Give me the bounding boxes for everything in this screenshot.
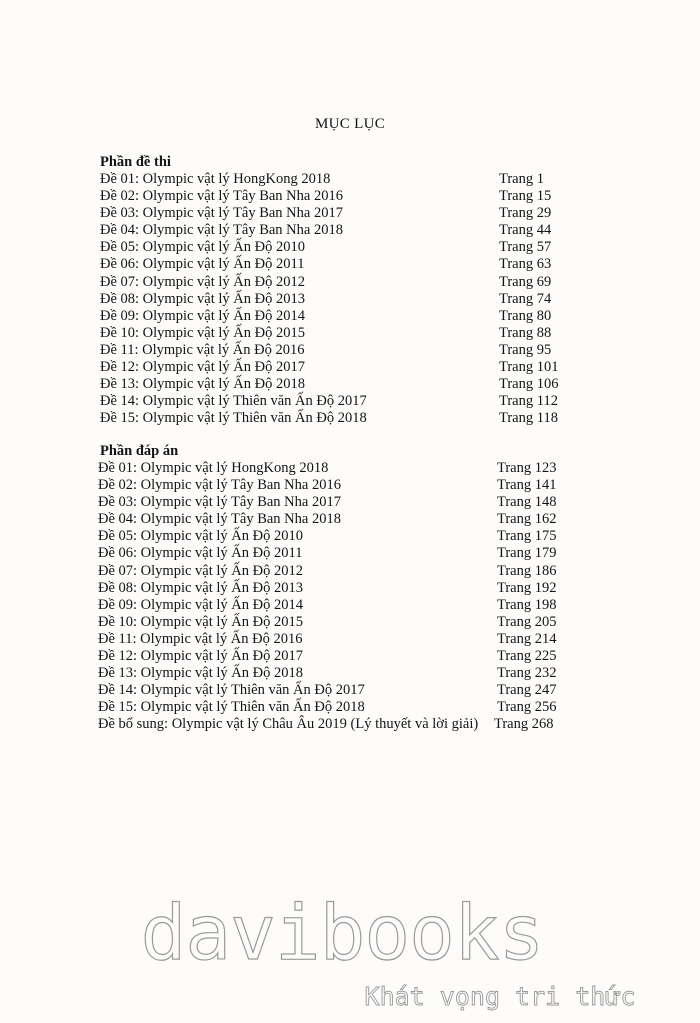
toc-entry-page: Trang 101 [499, 359, 559, 376]
toc-entry-title: Đề 10: Olympic vật lý Ấn Độ 2015 [100, 324, 305, 341]
toc-entry [100, 614, 570, 631]
section-answers [100, 443, 570, 734]
toc-entry-title: Đề 07: Olympic vật lý Ấn Độ 2012 [98, 562, 303, 579]
toc-entry-title: Đề 04: Olympic vật lý Tây Ban Nha 2018 [98, 511, 341, 528]
toc-entry-page: Trang 63 [499, 256, 552, 273]
toc-entry [100, 580, 570, 597]
toc-list [100, 171, 570, 427]
toc-entry [100, 222, 570, 239]
toc-entry-title: Đề 06: Olympic vật lý Ấn Độ 2011 [100, 256, 305, 273]
toc-entry-page: Trang 88 [499, 324, 552, 341]
toc-entry [100, 274, 570, 291]
toc-entry-title: Đề 11: Olympic vật lý Ấn Độ 2016 [98, 630, 303, 647]
toc-entry-title: Đề 06: Olympic vật lý Ấn Độ 2011 [98, 545, 303, 562]
toc-entry-title: Đề 14: Olympic vật lý Thiên văn Ấn Độ 2017 [100, 393, 367, 410]
toc-entry-page: Trang 80 [499, 307, 552, 324]
toc-entry [100, 665, 570, 682]
toc-entry-title: Đề 10: Olympic vật lý Ấn Độ 2015 [98, 613, 303, 630]
toc-entry [100, 171, 570, 188]
toc-entry [100, 410, 570, 427]
toc-entry-title: Đề 09: Olympic vật lý Ấn Độ 2014 [100, 307, 305, 324]
toc-entry [100, 716, 570, 733]
toc-entry-title: Đề 12: Olympic vật lý Ấn Độ 2017 [98, 648, 303, 665]
toc-entry-title: Đề 09: Olympic vật lý Ấn Độ 2014 [98, 596, 303, 613]
toc-entry-page: Trang 225 [497, 648, 557, 665]
toc-entry-page: Trang 29 [499, 205, 552, 222]
toc-entry [100, 563, 570, 580]
section-heading: Phần đáp án [100, 443, 179, 459]
toc-entry [100, 631, 570, 648]
toc-entry [100, 376, 570, 393]
toc-entry-title: Đề 08: Olympic vật lý Ấn Độ 2013 [98, 579, 303, 596]
watermark-slogan: Khát vọng tri thức [364, 982, 636, 1011]
toc-entry-page: Trang 1 [499, 171, 544, 187]
toc-entry [100, 648, 570, 665]
toc-entry [100, 325, 570, 342]
toc-entry-title: Đề 12: Olympic vật lý Ấn Độ 2017 [100, 359, 305, 376]
toc-entry-page: Trang 198 [497, 596, 557, 613]
toc-entry [100, 545, 570, 562]
toc-entry-page: Trang 112 [499, 393, 558, 410]
toc-entry-title: Đề 15: Olympic vật lý Thiên văn Ấn Độ 2018 [100, 410, 367, 427]
toc-entry-page: Trang 44 [499, 222, 552, 239]
toc-entry [100, 239, 570, 256]
toc-entry [100, 205, 570, 222]
toc-entry-page: Trang 95 [499, 341, 552, 358]
toc-entry-title: Đề 15: Olympic vật lý Thiên văn Ấn Độ 2018 [98, 699, 365, 716]
toc-entry [100, 188, 570, 205]
toc-entry [100, 460, 570, 477]
toc-entry-title: Đề 01: Olympic vật lý HongKong 2018 [98, 460, 329, 476]
toc-entry-page: Trang 256 [497, 699, 557, 716]
toc-entry-title: Đề 03: Olympic vật lý Tây Ban Nha 2017 [100, 205, 343, 222]
toc-entry-page: Trang 141 [497, 477, 557, 494]
toc-entry-page: Trang 69 [499, 273, 552, 290]
toc-entry-page: Trang 74 [499, 290, 552, 307]
toc-entry [100, 511, 570, 528]
section-exams [100, 154, 570, 427]
toc-entry-title: Đề 13: Olympic vật lý Ấn Độ 2018 [98, 665, 303, 682]
toc-entry [100, 342, 570, 359]
toc-entry-page: Trang 186 [497, 562, 557, 579]
page-title: MỤC LỤC [314, 116, 386, 132]
toc-list [100, 460, 570, 734]
toc-entry [100, 494, 570, 511]
toc-entry-page: Trang 205 [497, 613, 557, 630]
toc-entry-title: Đề 04: Olympic vật lý Tây Ban Nha 2018 [100, 222, 343, 239]
toc-entry-page: Trang 162 [497, 511, 557, 528]
toc-entry-title: Đề 01: Olympic vật lý HongKong 2018 [100, 171, 331, 187]
toc-entry-title: Đề 05: Olympic vật lý Ấn Độ 2010 [100, 239, 305, 256]
toc-entry [100, 393, 570, 410]
toc-entry-page: Trang 106 [499, 376, 559, 393]
toc-entry-page: Trang 175 [497, 528, 557, 545]
watermark-brand: davibooks [140, 888, 544, 977]
toc-entry-page: Trang 57 [499, 239, 552, 256]
toc-entry [100, 308, 570, 325]
toc-entry [100, 291, 570, 308]
toc-entry-title: Đề bổ sung: Olympic vật lý Châu Âu 2019 (Lý thuyết và lời giải) [98, 716, 479, 733]
toc-entry [100, 256, 570, 273]
toc-entry-title: Đề 07: Olympic vật lý Ấn Độ 2012 [100, 273, 305, 290]
toc-entry-page: Trang 247 [497, 682, 557, 699]
section-heading: Phần đề thi [100, 154, 171, 170]
toc-entry-title: Đề 13: Olympic vật lý Ấn Độ 2018 [100, 376, 305, 393]
toc-entry-page: Trang 118 [499, 410, 558, 427]
toc-entry-page: Trang 192 [497, 579, 557, 596]
toc-entry-page: Trang 15 [499, 188, 552, 205]
toc-entry-page: Trang 232 [497, 665, 557, 682]
toc-entry-page: Trang 214 [497, 630, 557, 647]
toc-entry-page: Trang 268 [494, 716, 554, 733]
toc-entry-page: Trang 148 [497, 494, 557, 511]
toc-entry-title: Đề 02: Olympic vật lý Tây Ban Nha 2016 [98, 477, 341, 494]
toc-entry-page: Trang 179 [497, 545, 557, 562]
toc-entry [100, 477, 570, 494]
toc-entry [100, 359, 570, 376]
toc-entry [100, 682, 570, 699]
toc-entry-title: Đề 14: Olympic vật lý Thiên văn Ấn Độ 2017 [98, 682, 365, 699]
toc-entry-title: Đề 02: Olympic vật lý Tây Ban Nha 2016 [100, 188, 343, 205]
toc-entry [100, 528, 570, 545]
toc-entry-title: Đề 08: Olympic vật lý Ấn Độ 2013 [100, 290, 305, 307]
toc-entry-title: Đề 03: Olympic vật lý Tây Ban Nha 2017 [98, 494, 341, 511]
toc-entry-page: Trang 123 [497, 460, 557, 476]
toc-entry [100, 597, 570, 614]
toc-entry-title: Đề 05: Olympic vật lý Ấn Độ 2010 [98, 528, 303, 545]
toc-entry [100, 699, 570, 716]
toc-entry-title: Đề 11: Olympic vật lý Ấn Độ 2016 [100, 341, 305, 358]
